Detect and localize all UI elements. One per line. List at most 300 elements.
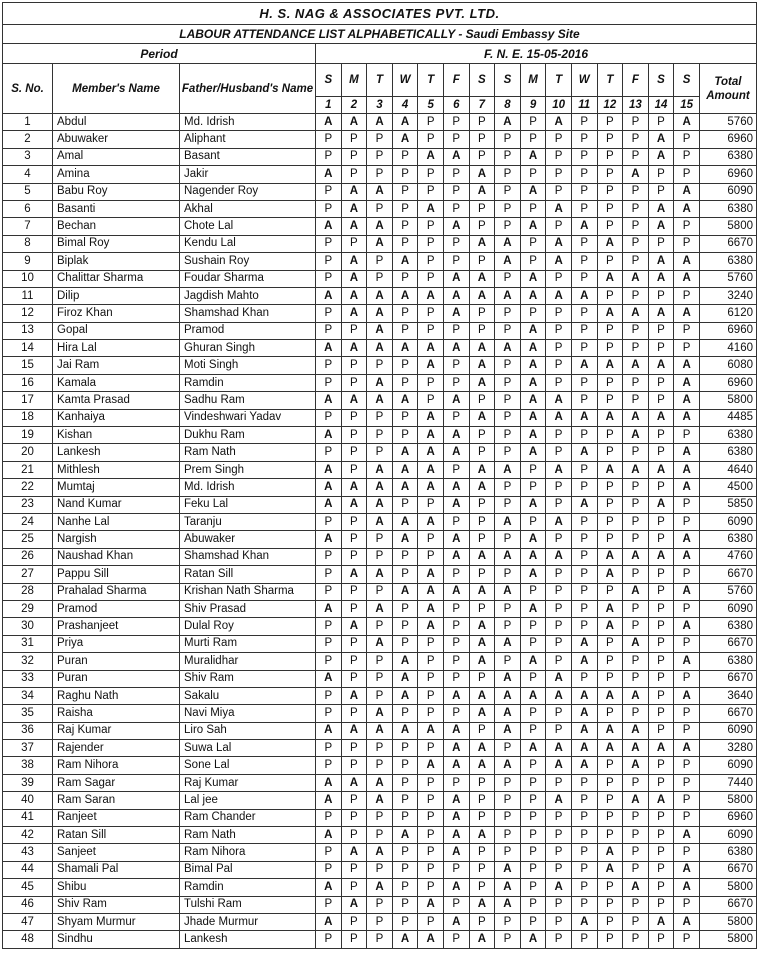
attendance-mark: P <box>597 879 623 896</box>
member-name: Shyam Murmur <box>53 913 180 930</box>
attendance-mark: P <box>520 253 546 270</box>
attendance-mark: A <box>341 340 367 357</box>
attendance-mark: P <box>520 114 546 131</box>
attendance-mark: P <box>546 374 572 391</box>
attendance-mark: A <box>546 409 572 426</box>
attendance-mark: A <box>392 287 418 304</box>
father-name: Md. Idrish <box>180 114 316 131</box>
attendance-mark: P <box>392 357 418 374</box>
attendance-mark: A <box>367 513 393 530</box>
attendance-mark: P <box>341 548 367 565</box>
attendance-mark: P <box>469 513 495 530</box>
attendance-mark: P <box>469 913 495 930</box>
serial-number: 35 <box>3 705 53 722</box>
table-row <box>3 913 757 930</box>
attendance-mark: P <box>520 479 546 496</box>
attendance-mark: P <box>674 218 700 235</box>
attendance-mark: A <box>392 461 418 478</box>
serial-number: 32 <box>3 653 53 670</box>
total-amount: 6380 <box>699 200 756 217</box>
attendance-mark: P <box>392 200 418 217</box>
attendance-mark: A <box>648 913 674 930</box>
attendance-mark: P <box>341 757 367 774</box>
total-amount: 6380 <box>699 427 756 444</box>
attendance-mark: A <box>495 548 521 565</box>
attendance-mark: P <box>648 392 674 409</box>
attendance-mark: P <box>341 531 367 548</box>
member-name: Jai Ram <box>53 357 180 374</box>
attendance-mark: A <box>520 218 546 235</box>
attendance-mark: P <box>648 809 674 826</box>
attendance-mark: P <box>341 409 367 426</box>
attendance-mark: P <box>674 809 700 826</box>
attendance-mark: P <box>648 166 674 183</box>
attendance-mark: P <box>495 566 521 583</box>
attendance-mark: P <box>648 322 674 339</box>
total-amount: 4640 <box>699 461 756 478</box>
attendance-mark: P <box>623 931 649 948</box>
attendance-mark: P <box>418 774 444 791</box>
attendance-mark: A <box>597 844 623 861</box>
attendance-mark: P <box>623 705 649 722</box>
attendance-mark: A <box>495 896 521 913</box>
attendance-mark: P <box>367 913 393 930</box>
attendance-mark: A <box>418 583 444 600</box>
table-row <box>3 183 757 200</box>
attendance-mark: A <box>443 270 469 287</box>
attendance-mark: A <box>316 670 342 687</box>
attendance-mark: A <box>418 896 444 913</box>
attendance-mark: P <box>571 270 597 287</box>
attendance-mark: A <box>648 792 674 809</box>
attendance-mark: A <box>623 305 649 322</box>
attendance-mark: P <box>674 792 700 809</box>
father-name: Sone Lal <box>180 757 316 774</box>
total-amount: 4485 <box>699 409 756 426</box>
attendance-mark: A <box>520 566 546 583</box>
day-header: T <box>597 64 623 97</box>
attendance-mark: A <box>341 218 367 235</box>
attendance-mark: A <box>520 931 546 948</box>
attendance-mark: P <box>495 844 521 861</box>
attendance-mark: A <box>367 479 393 496</box>
attendance-mark: A <box>392 827 418 844</box>
attendance-mark: P <box>546 218 572 235</box>
attendance-mark: A <box>623 722 649 739</box>
attendance-mark: P <box>648 114 674 131</box>
table-row <box>3 740 757 757</box>
member-name: Prahalad Sharma <box>53 583 180 600</box>
attendance-mark: A <box>597 235 623 252</box>
attendance-mark: P <box>392 600 418 617</box>
attendance-mark: A <box>674 357 700 374</box>
total-amount: 6670 <box>699 896 756 913</box>
attendance-mark: A <box>443 392 469 409</box>
table-row <box>3 670 757 687</box>
attendance-mark: A <box>520 653 546 670</box>
attendance-mark: P <box>648 635 674 652</box>
father-name: Liro Sah <box>180 722 316 739</box>
total-amount: 4760 <box>699 548 756 565</box>
attendance-mark: A <box>597 740 623 757</box>
attendance-mark: P <box>571 340 597 357</box>
attendance-mark: P <box>392 844 418 861</box>
serial-number: 26 <box>3 548 53 565</box>
father-name: Moti Singh <box>180 357 316 374</box>
serial-number: 22 <box>3 479 53 496</box>
attendance-mark: A <box>520 392 546 409</box>
father-name: Raj Kumar <box>180 774 316 791</box>
attendance-mark: A <box>623 740 649 757</box>
father-name: Ram Nath <box>180 827 316 844</box>
attendance-mark: A <box>392 531 418 548</box>
serial-number: 14 <box>3 340 53 357</box>
attendance-mark: P <box>341 931 367 948</box>
attendance-mark: P <box>623 235 649 252</box>
attendance-mark: P <box>418 270 444 287</box>
attendance-mark: P <box>648 287 674 304</box>
attendance-mark: P <box>648 827 674 844</box>
attendance-mark: A <box>367 461 393 478</box>
father-name: Krishan Nath Sharma <box>180 583 316 600</box>
attendance-mark: P <box>571 322 597 339</box>
attendance-mark: P <box>546 148 572 165</box>
day-header: F <box>443 64 469 97</box>
table-row <box>3 861 757 878</box>
day-header: S <box>674 64 700 97</box>
attendance-mark: P <box>597 427 623 444</box>
attendance-mark: A <box>316 879 342 896</box>
attendance-mark: P <box>495 305 521 322</box>
attendance-mark: A <box>495 583 521 600</box>
attendance-mark: A <box>674 653 700 670</box>
attendance-mark: A <box>469 235 495 252</box>
attendance-mark: A <box>648 218 674 235</box>
attendance-mark: P <box>495 931 521 948</box>
attendance-mark: A <box>443 287 469 304</box>
day-number: 6 <box>443 97 469 114</box>
table-row <box>3 166 757 183</box>
day-header: M <box>341 64 367 97</box>
attendance-mark: P <box>495 218 521 235</box>
attendance-mark: P <box>443 322 469 339</box>
attendance-mark: P <box>597 200 623 217</box>
list-subtitle: LABOUR ATTENDANCE LIST ALPHABETICALLY - Saudi Embassy Site <box>3 25 757 44</box>
attendance-mark: P <box>316 844 342 861</box>
attendance-mark: P <box>674 566 700 583</box>
attendance-mark: A <box>546 392 572 409</box>
serial-number: 46 <box>3 896 53 913</box>
attendance-mark: A <box>392 114 418 131</box>
attendance-mark: P <box>469 531 495 548</box>
attendance-mark: P <box>495 392 521 409</box>
table-row <box>3 235 757 252</box>
attendance-mark: P <box>623 114 649 131</box>
member-name: Priya <box>53 635 180 652</box>
attendance-mark: A <box>443 148 469 165</box>
attendance-mark: P <box>341 357 367 374</box>
attendance-mark: P <box>546 705 572 722</box>
attendance-mark: P <box>341 861 367 878</box>
father-name: Tulshi Ram <box>180 896 316 913</box>
attendance-mark: A <box>597 305 623 322</box>
total-amount: 6380 <box>699 444 756 461</box>
attendance-mark: A <box>367 392 393 409</box>
attendance-mark: A <box>495 513 521 530</box>
attendance-mark: P <box>520 635 546 652</box>
member-name: Raisha <box>53 705 180 722</box>
father-name: Jagdish Mahto <box>180 287 316 304</box>
attendance-mark: P <box>443 653 469 670</box>
attendance-mark: P <box>495 131 521 148</box>
attendance-mark: A <box>367 374 393 391</box>
attendance-mark: P <box>623 827 649 844</box>
attendance-mark: P <box>316 583 342 600</box>
attendance-mark: P <box>571 618 597 635</box>
attendance-mark: A <box>546 792 572 809</box>
attendance-mark: P <box>571 513 597 530</box>
table-row <box>3 287 757 304</box>
attendance-mark: A <box>648 270 674 287</box>
father-name: Dulal Roy <box>180 618 316 635</box>
attendance-mark: A <box>571 687 597 704</box>
attendance-mark: P <box>495 357 521 374</box>
father-name: Abuwaker <box>180 531 316 548</box>
attendance-mark: P <box>597 340 623 357</box>
attendance-mark: P <box>341 705 367 722</box>
member-name: Basanti <box>53 200 180 217</box>
attendance-mark: A <box>469 635 495 652</box>
table-row <box>3 618 757 635</box>
attendance-mark: P <box>316 861 342 878</box>
attendance-mark: P <box>546 618 572 635</box>
attendance-mark: P <box>520 792 546 809</box>
attendance-mark: P <box>316 513 342 530</box>
attendance-mark: P <box>443 513 469 530</box>
attendance-mark: P <box>367 583 393 600</box>
attendance-mark: P <box>469 879 495 896</box>
attendance-mark: P <box>392 270 418 287</box>
attendance-mark: P <box>623 322 649 339</box>
member-name-header: Member's Name <box>53 64 180 114</box>
attendance-mark: P <box>443 566 469 583</box>
attendance-mark: P <box>546 340 572 357</box>
attendance-mark: A <box>443 740 469 757</box>
attendance-mark: A <box>418 479 444 496</box>
total-amount: 4500 <box>699 479 756 496</box>
attendance-mark: A <box>341 183 367 200</box>
total-amount: 3280 <box>699 740 756 757</box>
attendance-mark: A <box>341 392 367 409</box>
attendance-mark: P <box>316 253 342 270</box>
attendance-mark: P <box>316 896 342 913</box>
attendance-mark: A <box>367 705 393 722</box>
attendance-mark: P <box>597 253 623 270</box>
attendance-mark: P <box>469 566 495 583</box>
member-name: Kamta Prasad <box>53 392 180 409</box>
attendance-mark: P <box>571 479 597 496</box>
attendance-mark: P <box>597 931 623 948</box>
attendance-mark: A <box>469 827 495 844</box>
attendance-mark: P <box>674 166 700 183</box>
attendance-mark: A <box>674 444 700 461</box>
day-number: 13 <box>623 97 649 114</box>
attendance-mark: P <box>674 600 700 617</box>
attendance-mark: A <box>367 600 393 617</box>
attendance-mark: P <box>443 235 469 252</box>
attendance-mark: P <box>571 531 597 548</box>
attendance-mark: A <box>571 409 597 426</box>
member-name: Shamali Pal <box>53 861 180 878</box>
attendance-mark: A <box>367 183 393 200</box>
table-row <box>3 583 757 600</box>
member-name: Sanjeet <box>53 844 180 861</box>
attendance-mark: A <box>623 583 649 600</box>
attendance-mark: P <box>495 166 521 183</box>
attendance-mark: A <box>316 496 342 513</box>
attendance-mark: A <box>674 114 700 131</box>
attendance-mark: P <box>546 357 572 374</box>
father-name: Taranju <box>180 513 316 530</box>
attendance-mark: P <box>597 479 623 496</box>
attendance-mark: A <box>443 844 469 861</box>
attendance-mark: A <box>495 461 521 478</box>
attendance-mark: P <box>571 427 597 444</box>
father-name: Dukhu Ram <box>180 427 316 444</box>
total-amount: 4160 <box>699 340 756 357</box>
attendance-mark: P <box>367 531 393 548</box>
attendance-mark: P <box>418 131 444 148</box>
attendance-mark: A <box>571 705 597 722</box>
attendance-mark: A <box>469 357 495 374</box>
father-name: Navi Miya <box>180 705 316 722</box>
attendance-mark: A <box>367 879 393 896</box>
attendance-mark: A <box>392 687 418 704</box>
attendance-mark: A <box>469 479 495 496</box>
attendance-mark: P <box>316 566 342 583</box>
table-row <box>3 479 757 496</box>
attendance-mark: A <box>469 166 495 183</box>
attendance-mark: P <box>418 253 444 270</box>
attendance-mark: A <box>418 357 444 374</box>
attendance-mark: P <box>571 305 597 322</box>
attendance-mark: P <box>648 931 674 948</box>
attendance-mark: A <box>469 183 495 200</box>
total-amount: 5850 <box>699 496 756 513</box>
attendance-mark: P <box>597 444 623 461</box>
attendance-mark: P <box>495 809 521 826</box>
father-name-header: Father/Husband's Name <box>180 64 316 114</box>
serial-number: 38 <box>3 757 53 774</box>
attendance-mark: A <box>443 757 469 774</box>
attendance-mark: P <box>623 253 649 270</box>
attendance-mark: P <box>623 670 649 687</box>
attendance-mark: P <box>623 340 649 357</box>
attendance-mark: A <box>520 322 546 339</box>
serial-number: 41 <box>3 809 53 826</box>
attendance-mark: A <box>469 461 495 478</box>
attendance-mark: P <box>546 913 572 930</box>
attendance-mark: P <box>571 844 597 861</box>
attendance-mark: A <box>469 931 495 948</box>
attendance-mark: P <box>495 479 521 496</box>
member-name: Naushad Khan <box>53 548 180 565</box>
attendance-mark: P <box>546 166 572 183</box>
member-name: Gopal <box>53 322 180 339</box>
attendance-mark: P <box>623 479 649 496</box>
total-amount: 5760 <box>699 270 756 287</box>
attendance-mark: A <box>316 531 342 548</box>
attendance-mark: A <box>418 931 444 948</box>
day-number: 2 <box>341 97 367 114</box>
serial-number: 19 <box>3 427 53 444</box>
attendance-mark: P <box>469 444 495 461</box>
day-header: T <box>367 64 393 97</box>
serial-number: 5 <box>3 183 53 200</box>
attendance-mark: A <box>443 879 469 896</box>
attendance-mark: P <box>495 322 521 339</box>
attendance-mark: P <box>674 844 700 861</box>
attendance-mark: P <box>367 670 393 687</box>
attendance-mark: P <box>443 374 469 391</box>
attendance-mark: P <box>392 566 418 583</box>
attendance-mark: A <box>316 392 342 409</box>
attendance-mark: P <box>597 148 623 165</box>
attendance-mark: A <box>520 531 546 548</box>
father-name: Jakir <box>180 166 316 183</box>
attendance-mark: P <box>316 740 342 757</box>
attendance-mark: A <box>316 479 342 496</box>
attendance-mark: P <box>571 931 597 948</box>
table-row <box>3 114 757 131</box>
attendance-mark: P <box>520 896 546 913</box>
attendance-mark: P <box>469 114 495 131</box>
attendance-mark: P <box>623 513 649 530</box>
attendance-mark: A <box>648 740 674 757</box>
father-name: Akhal <box>180 200 316 217</box>
attendance-mark: P <box>674 705 700 722</box>
attendance-mark: P <box>571 896 597 913</box>
attendance-mark: P <box>597 792 623 809</box>
attendance-mark: A <box>418 427 444 444</box>
total-amount: 6960 <box>699 809 756 826</box>
table-row <box>3 253 757 270</box>
table-row <box>3 896 757 913</box>
member-name: Nargish <box>53 531 180 548</box>
attendance-mark: A <box>443 340 469 357</box>
attendance-mark: P <box>674 513 700 530</box>
attendance-mark: P <box>571 253 597 270</box>
attendance-mark: A <box>546 879 572 896</box>
attendance-mark: A <box>520 600 546 617</box>
attendance-mark: A <box>520 374 546 391</box>
attendance-mark: A <box>392 131 418 148</box>
attendance-mark: A <box>495 757 521 774</box>
attendance-mark: P <box>495 600 521 617</box>
attendance-mark: A <box>520 148 546 165</box>
attendance-mark: A <box>495 635 521 652</box>
attendance-mark: P <box>418 235 444 252</box>
attendance-mark: P <box>392 166 418 183</box>
attendance-mark: P <box>597 392 623 409</box>
attendance-mark: A <box>418 566 444 583</box>
attendance-mark: P <box>571 166 597 183</box>
attendance-mark: A <box>341 496 367 513</box>
attendance-mark: A <box>443 583 469 600</box>
attendance-mark: P <box>623 913 649 930</box>
attendance-mark: A <box>495 722 521 739</box>
attendance-mark: P <box>674 131 700 148</box>
